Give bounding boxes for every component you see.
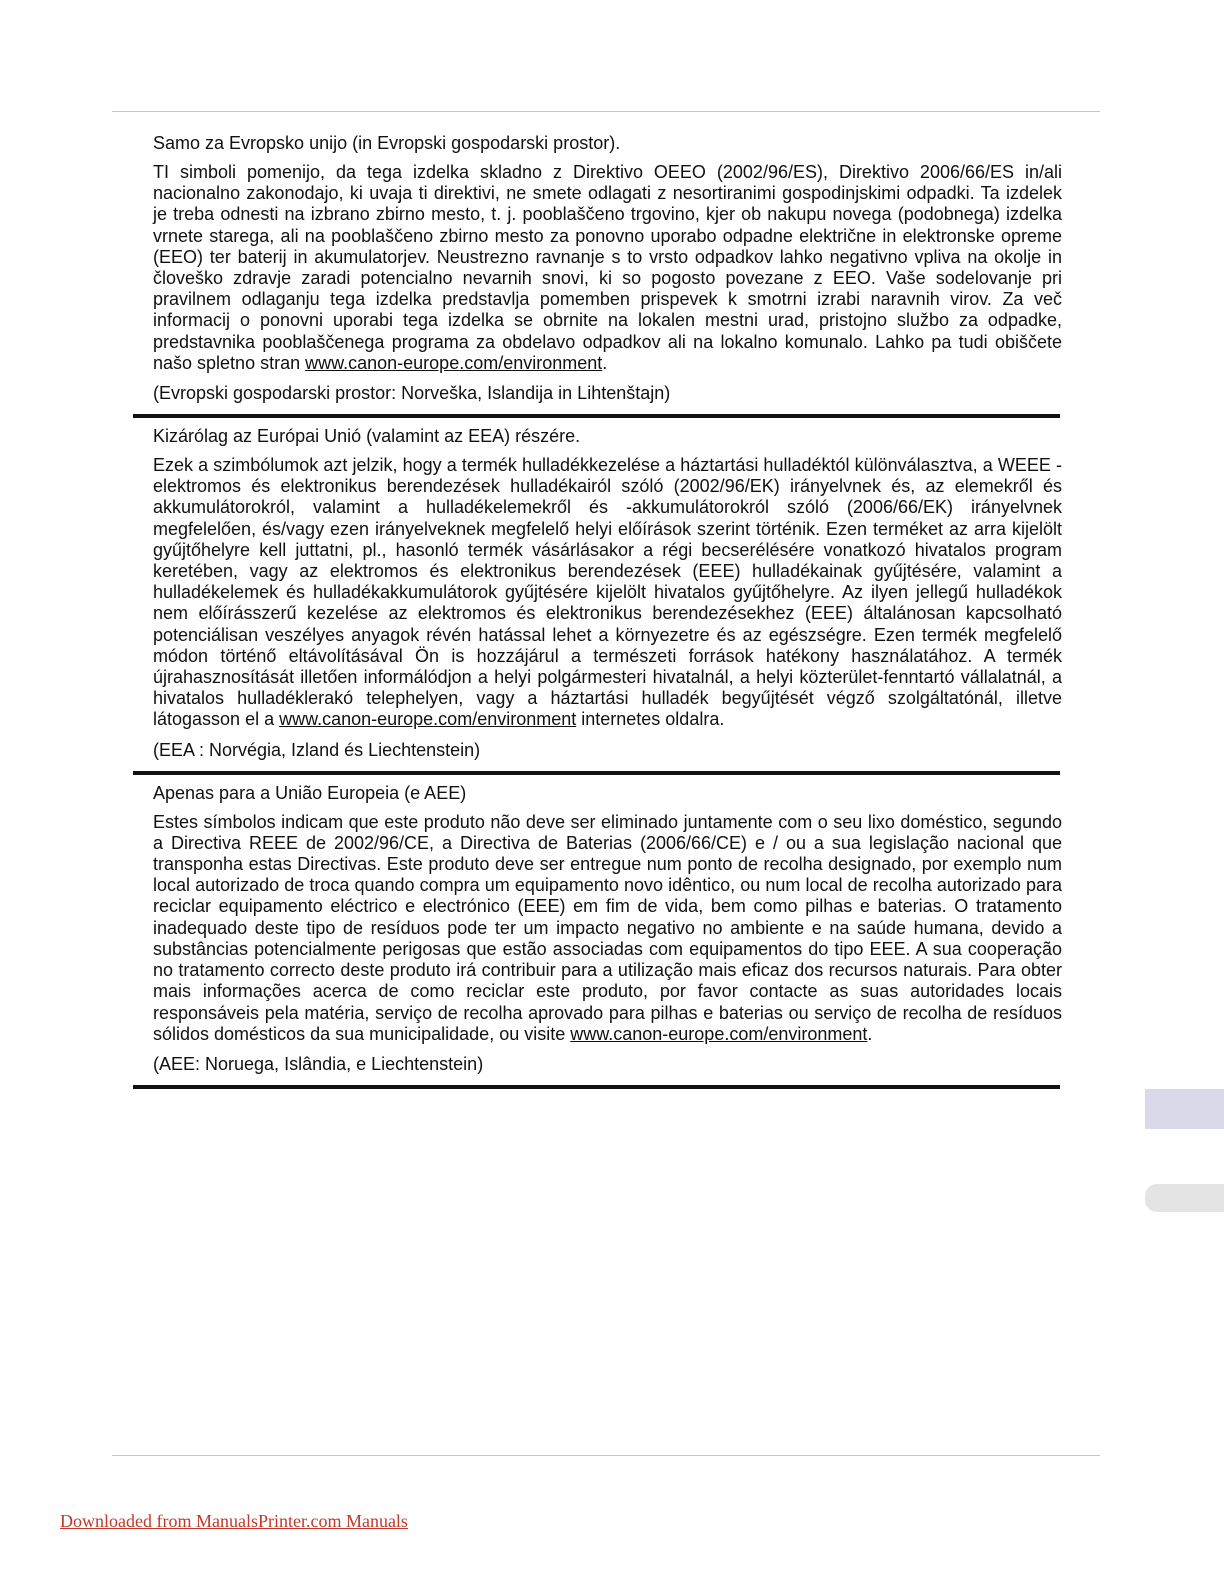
section-note: (AEE: Noruega, Islândia, e Liechtenstein): [153, 1053, 484, 1074]
environment-link[interactable]: www.canon-europe.com/environment: [570, 1023, 868, 1044]
section-body: [153, 812, 1062, 1045]
document-content: [143, 129, 1070, 1097]
section-title: Apenas para a União Europeia (e AEE): [153, 782, 467, 803]
section-body: [153, 455, 1062, 731]
section-title: Samo za Evropsko unijo (in Evropski gospodarski prostor).: [153, 133, 621, 153]
body-text-end: .: [867, 1023, 873, 1044]
environment-link[interactable]: www.canon-europe.com/environment: [305, 352, 603, 373]
side-tab-active[interactable]: [1145, 1089, 1224, 1129]
section-hungarian: [143, 426, 1062, 761]
footer-rule: [112, 1455, 1100, 1456]
body-text: Ezek a szimbólumok azt jelzik, hogy a termék hulladékkezelése a háztartási hulladéktól különválasztva, a WEEE - elektromos és elektronikus berendezések hulladékairól szóló (2002/96/EK) irányelvnek és, az elemekről és akkumulátorokról, valamint a hulladékelemekről és -akkumulátorokról szóló (2006/66/EK) irányelvnek megfelelően, és/vagy ezen irányelveknek megfelelő helyi előírások szerint történik. Ezen terméket az arra kijelölt gyűjtőhelyre kell juttatni, pl., hasonló termék vásárlásakor a régi becserélésére vonatkozó hivatalos program keretében, vagy az elektromos és elektronikus berendezések (EEE) hulladékainak gyűjtésére, valamint a hulladékelemek és hulladékakkumulátorok gyűjtésére kijelölt hivatalos gyűjtőhelyre. Az ilyen jellegű hulladékok nem előírásszerű kezelése az elektromos és elektronikus berendezésekhez (EEE) általánosan kapcsolható potenciálisan veszélyes anyagok révén hatással lehet a környezetre és az egészségre. Ezen termék megfelelő módon történő eltávolításával Ön is hozzájárul a természeti források hatékony használatához. A termék újrahasznosítását illetően informálódjon a helyi polgármesteri hivatalnál, a helyi közterület-fenntartó vállalatnál, a hivatalos hulladéklerakó telephelyen, vagy a háztartási hulladék begyűjtését végző szolgáltatónál, illetve látogasson el a: [153, 455, 1062, 730]
body-text: TI simboli pomenijo, da tega izdelka skladno z Direktivo OEEO (2002/96/ES), Direktivo 2006/66/ES in/ali nacionalno zakonodajo, ki uvaja ti direktivi, ne smete odlagati z nesortiranimi gospodinjskimi odpadki. Ta izdelek je treba odnesti na izbrano zbirno mesto, t. j. pooblaščeno trgovino, kjer ob nakupu novega (podobnega) izdelka vrnete starega, ali na pooblaščeno zbirno mesto za ponovno uporabo odpadne električne in elektronske opreme (EEO) ter baterij in akumulatorjev. Neustrezno ravnanje s to vrsto odpadkov lahko negativno vpliva na okolje in človeško zdravje zaradi potencialno nevarnih snovi, ki so pogosto povezane z EEO. Vaše sodelovanje pri pravilnem odlaganju tega izdelka predstavlja pomemben prispevek k smotrni izrabi naravnih virov. Za več informacij o ponovni uporabi tega izdelka se obrnite na lokalen mestni urad, pristojno službo za odpadke, predstavnika pooblaščenega programa za obdelavo odpadkov ali na lokalno komunalo. Lahko pa tudi obiščete našo spletno stran: [153, 162, 1062, 373]
environment-link[interactable]: www.canon-europe.com/environment: [279, 709, 577, 730]
side-tab[interactable]: [1145, 1184, 1224, 1212]
body-text-end: internetes oldalra.: [576, 709, 725, 730]
body-text: Estes símbolos indicam que este produto não deve ser eliminado juntamente com o seu lixo doméstico, segundo a Directiva REEE de 2002/96/CE, a Directiva de Baterias (2006/66/CE) e / ou a sua legislação nacional que transponha estas Directivas. Este produto deve ser entregue num ponto de recolha designado, por exemplo num local autorizado de troca quando compra um equipamento novo idêntico, ou num local de recolha autorizado para reciclar equipamento eléctrico e electrónico (EEE) em fim de vida, bem como pilhas e baterias. O tratamento inadequado deste tipo de resíduos pode ter um impacto negativo no ambiente e na saúde humana, devido a substâncias potencialmente perigosas que estão associadas com equipamentos do tipo EEE. A sua cooperação no tratamento correcto deste produto irá contribuir para a utilização mais eficaz dos recursos naturais. Para obter mais informações acerca de como reciclar este produto, por favor contacte as suas autoridades locais responsáveis pela matéria, serviço de recolha aprovado para pilhas e baterias ou serviço de recolha de resíduos sólidos domésticos da sua municipalidade, ou visite: [153, 811, 1062, 1044]
section-portuguese: [143, 783, 1062, 1075]
section-divider: [133, 771, 1060, 775]
download-source-link[interactable]: Downloaded from ManualsPrinter.com Manuals: [60, 1511, 408, 1531]
section-title: Kizárólag az Európai Unió (valamint az EEA) részére.: [153, 426, 581, 447]
header-rule: [112, 111, 1100, 112]
body-text-end: .: [602, 352, 608, 373]
section-slovenian: [143, 133, 1062, 404]
section-note: (EEA : Norvégia, Izland és Liechtenstein): [153, 739, 481, 760]
section-divider: [133, 414, 1060, 418]
section-body: [153, 162, 1062, 374]
section-note: (Evropski gospodarski prostor: Norveška, Islandija in Lihtenštajn): [153, 383, 671, 404]
section-divider: [133, 1085, 1060, 1089]
